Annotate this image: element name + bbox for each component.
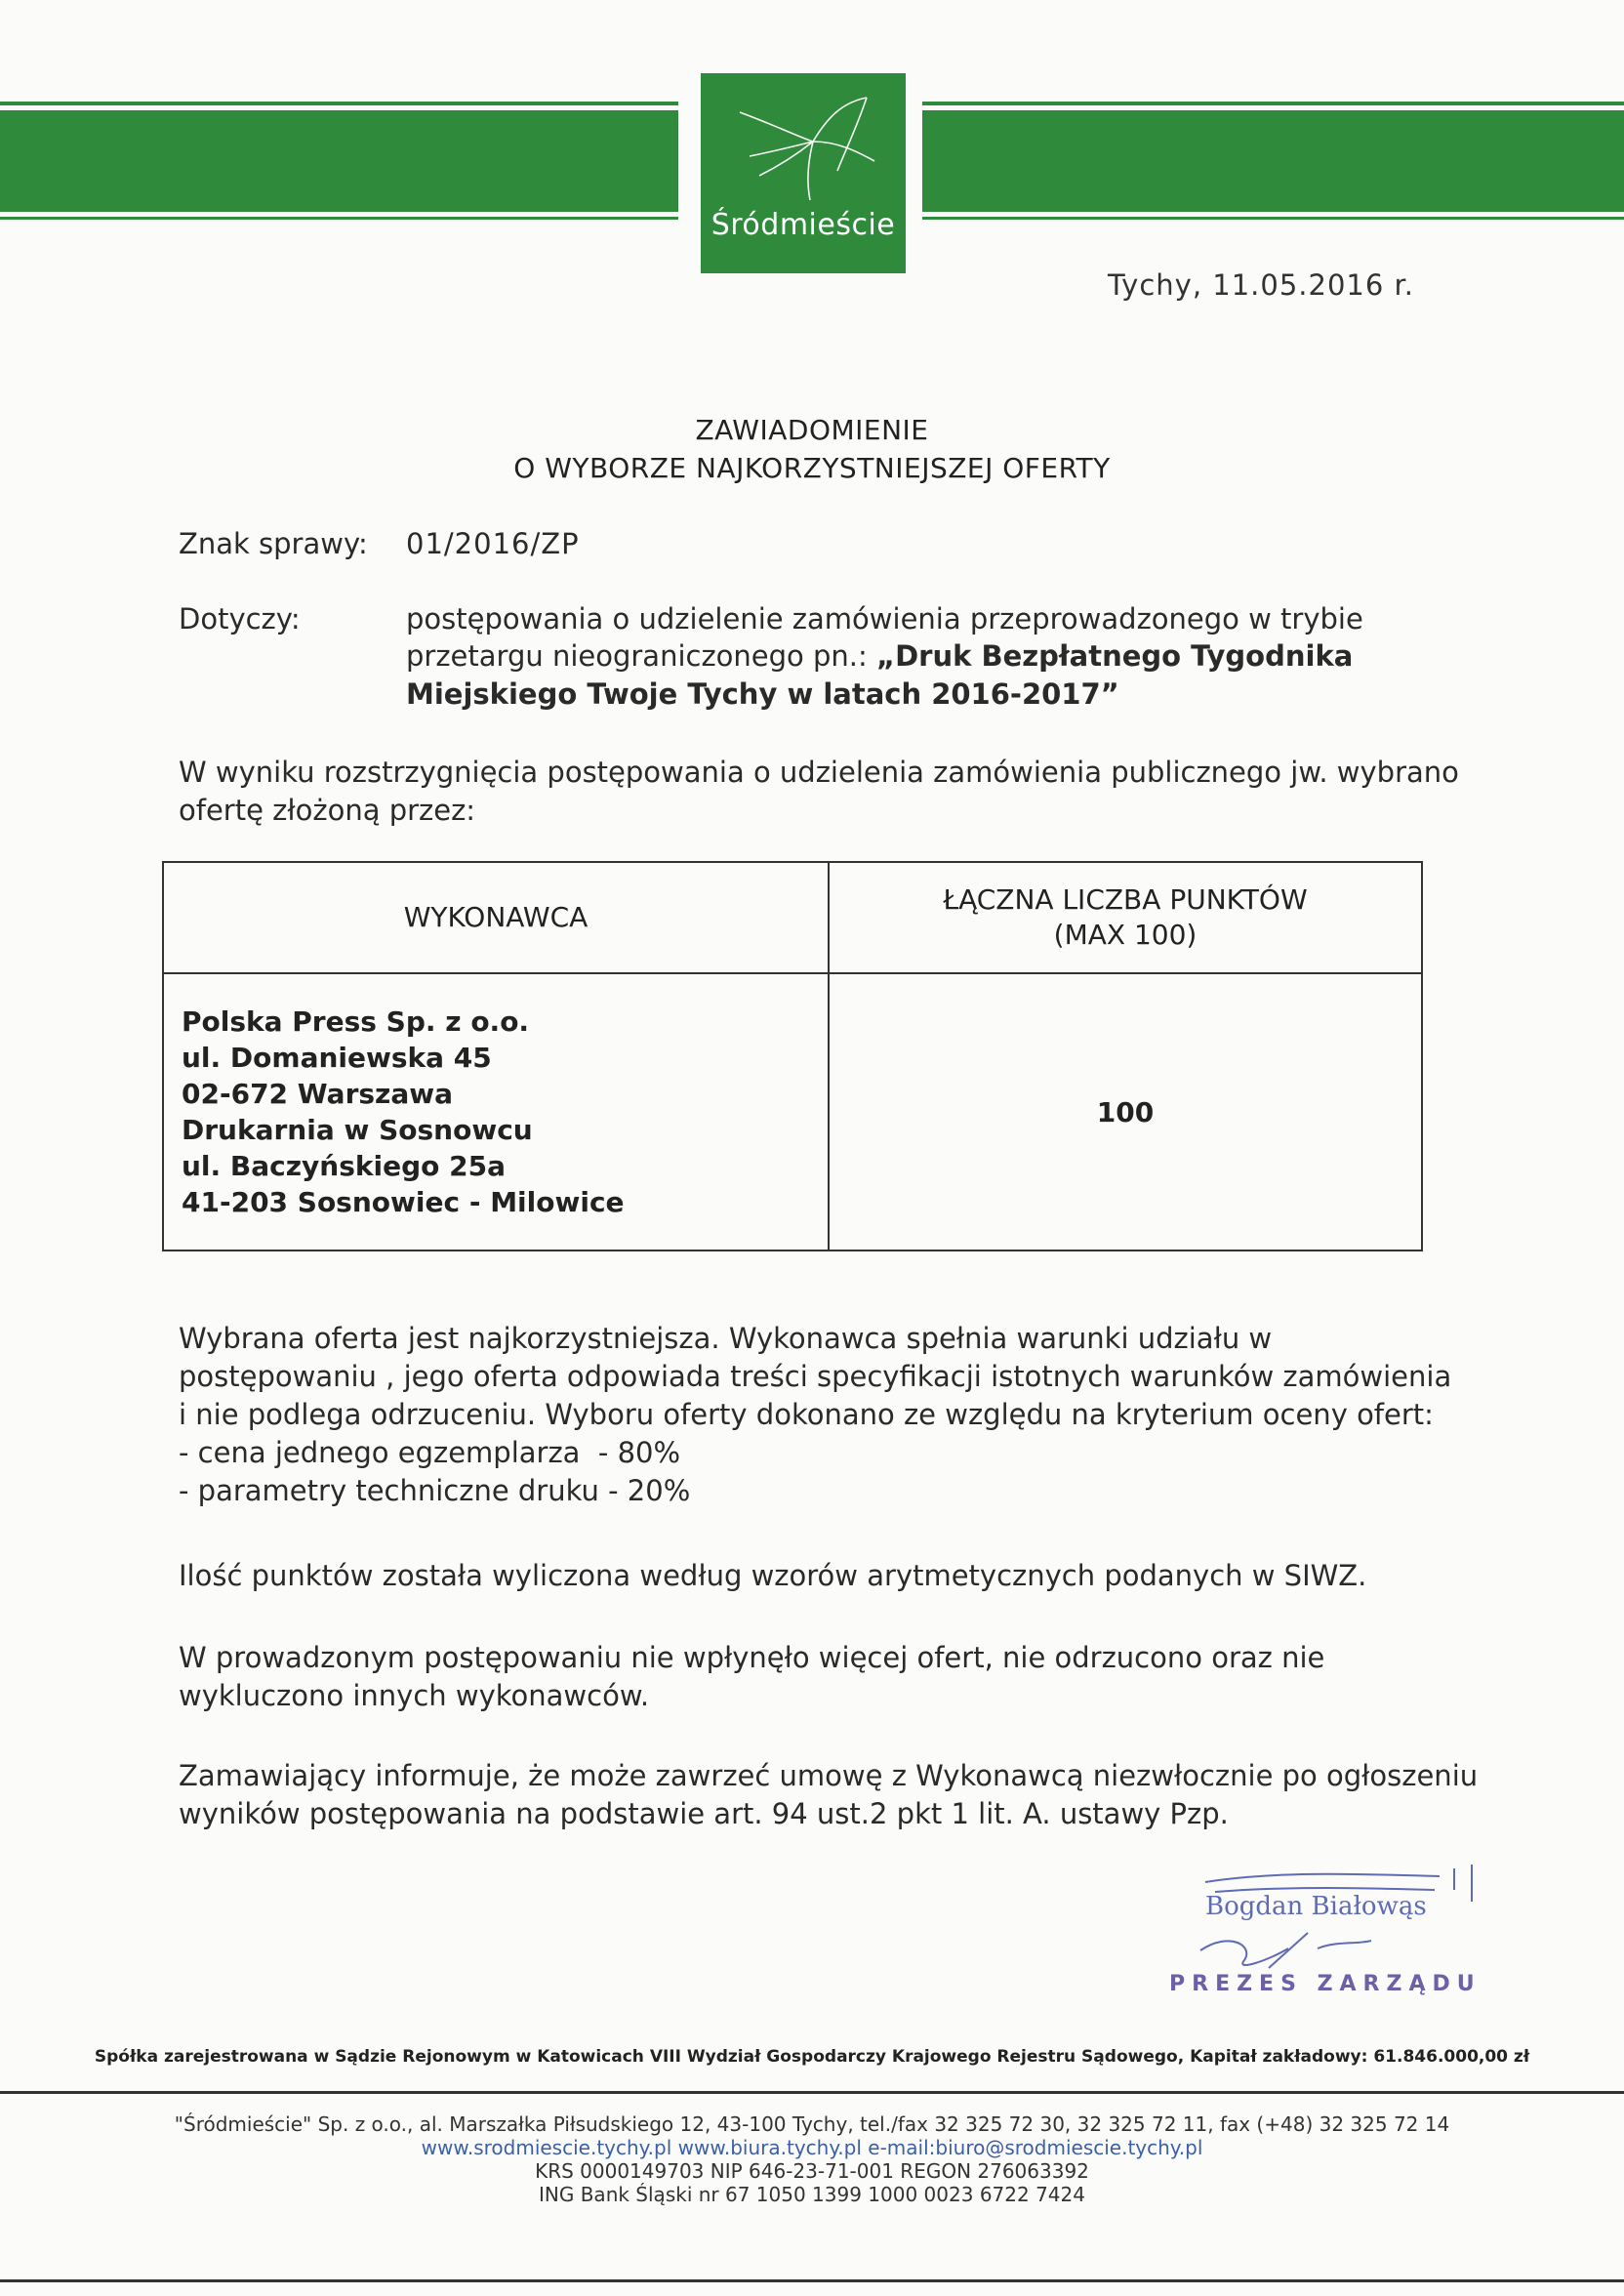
footer-web: www.srodmiescie.tychy.pl www.biura.tychy.pl e-mail:biuro@srodmiescie.tychy.pl xyxy=(421,2136,1203,2159)
subject-title-part-2: Miejskiego Twoje Tychy w latach 2016-2017” xyxy=(406,677,1119,711)
footer-block xyxy=(0,2112,1624,2206)
body-p3-line-2: wykluczono innych wykonawców. xyxy=(179,1679,650,1712)
body-p1-line-3: i nie podlega odrzuceniu. Wyboru oferty dokonano ze względu na kryterium oceny ofert: xyxy=(179,1398,1434,1431)
contractor-line: ul. Domaniewska 45 xyxy=(182,1042,492,1074)
subject-line-1: postępowania o udzielenie zamówienia przeprowadzonego w trybie xyxy=(406,602,1363,636)
body-criterion-price: - cena jednego egzemplarza - 80% xyxy=(179,1436,681,1469)
company-logo xyxy=(701,73,906,273)
contractor-line: Drukarnia w Sosnowcu xyxy=(182,1114,533,1146)
contractor-cell xyxy=(163,973,829,1250)
body-criterion-technical: - parametry techniczne druku - 20% xyxy=(179,1474,691,1507)
contractor-line: 02-672 Warszawa xyxy=(182,1078,453,1110)
subject-line-2 xyxy=(406,637,1353,675)
intro-line-1: W wyniku rozstrzygnięcia postępowania o udzielenia zamówienia publicznego jw. wybrano xyxy=(179,756,1459,789)
points-cell: 100 xyxy=(829,973,1422,1250)
body-p2: Ilość punktów została wyliczona według wzorów arytmetycznych podanych w SIWZ. xyxy=(179,1559,1367,1592)
subject-label: Dotyczy: xyxy=(179,602,301,636)
company-registry: Spółka zarejestrowana w Sądzie Rejonowym w Katowicach VIII Wydział Gospodarczy Krajowego Rejestru Sądowego, Kapitał zakładowy: 61.846.000,00 zł xyxy=(94,2047,1530,2067)
table-header-row xyxy=(163,862,1422,973)
intro-line-2: ofertę złożoną przez: xyxy=(179,794,476,827)
body-p1-line-2: postępowaniu , jego oferta odpowiada treści specyfikacji istotnych warunków zamówienia xyxy=(179,1360,1452,1393)
logo-name: Śródmieście xyxy=(710,208,896,242)
footer-address: "Śródmieście" Sp. z o.o., al. Marszałka Piłsudskiego 12, 43-100 Tychy, tel./fax 32 325 72 30, 32 325 72 11, fax (+48) 32 325 72 14 xyxy=(174,2112,1450,2136)
offer-table xyxy=(162,861,1423,1251)
stamp-name: Bogdan Białowąs xyxy=(1205,1892,1427,1921)
contractor-line: Polska Press Sp. z o.o. xyxy=(182,1005,530,1038)
footer-bank: ING Bank Śląski nr 67 1050 1399 1000 0023 6722 7424 xyxy=(539,2183,1085,2206)
contractor-line: 41-203 Sosnowiec - Milowice xyxy=(182,1186,625,1218)
stamp-role: PREZES ZARZĄDU xyxy=(1169,1972,1482,1996)
subject-line-2-plain: przetargu nieograniczonego pn.: xyxy=(406,639,877,673)
body-p1-line-1: Wybrana oferta jest najkorzystniejsza. Wykonawca spełnia warunki udziału w xyxy=(179,1322,1273,1355)
document-subtitle: O WYBORZE NAJKORZYSTNIEJSZEJ OFERTY xyxy=(513,452,1111,484)
subject-title-part-1: „Druk Bezpłatnego Tygodnika xyxy=(876,639,1354,673)
logo-mark-icon xyxy=(720,83,886,210)
case-number: 01/2016/ZP xyxy=(406,527,580,560)
body-p4-line-2: wyników postępowania na podstawie art. 94 ust.2 pkt 1 lit. A. ustawy Pzp. xyxy=(179,1797,1229,1830)
footer-registry-numbers: KRS 0000149703 NIP 646-23-71-001 REGON 276063392 xyxy=(535,2159,1089,2183)
body-p3-line-1: W prowadzonym postępowaniu nie wpłynęło więcej ofert, nie odrzucono oraz nie xyxy=(179,1641,1325,1674)
footer-divider-top xyxy=(0,2091,1624,2094)
contractor-line: ul. Baczyńskiego 25a xyxy=(182,1150,506,1182)
document-date: Tychy, 11.05.2016 r. xyxy=(1107,268,1414,302)
table-row xyxy=(163,973,1422,1250)
points-header-line-2: (MAX 100) xyxy=(1053,919,1198,951)
column-header-points xyxy=(829,862,1422,973)
body-p4-line-1: Zamawiający informuje, że może zawrzeć umowę z Wykonawcą niezwłocznie po ogłoszeniu xyxy=(179,1759,1479,1792)
case-label: Znak sprawy: xyxy=(179,527,368,560)
column-header-contractor: WYKONAWCA xyxy=(163,862,829,973)
footer-divider-bottom xyxy=(0,2279,1624,2282)
document-title: ZAWIADOMIENIE xyxy=(695,414,929,446)
points-header-line-1: ŁĄCZNA LICZBA PUNKTÓW xyxy=(943,883,1308,916)
